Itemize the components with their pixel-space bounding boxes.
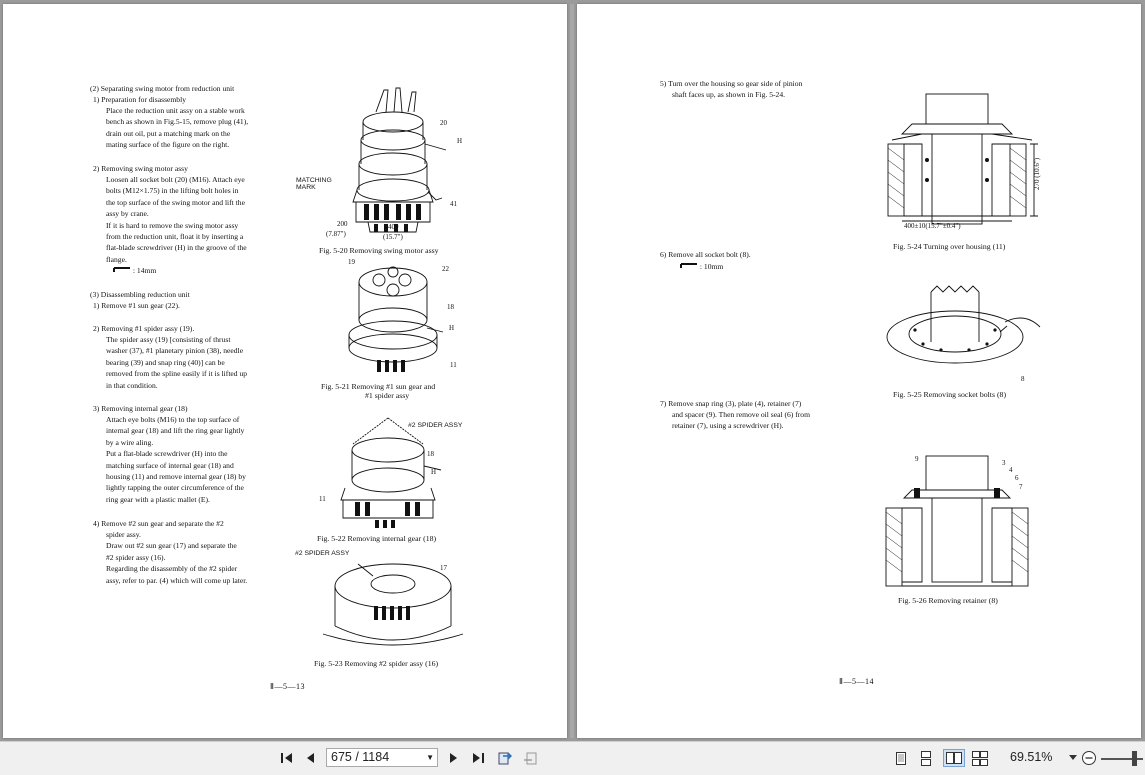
- callout-22: 22: [442, 265, 449, 273]
- step-title: 3) Removing internal gear (18): [93, 404, 188, 413]
- single-page-view-button[interactable]: [893, 750, 909, 766]
- callout-4: 4: [1009, 466, 1013, 474]
- callout-h: H: [449, 324, 455, 332]
- zoom-level[interactable]: 69.51%: [1010, 750, 1053, 764]
- facing-view-button[interactable]: [943, 749, 965, 767]
- continuous-view-button[interactable]: [918, 750, 934, 766]
- hex-wrench-icon: [680, 261, 698, 269]
- step-title: 1) Preparation for disassembly: [93, 95, 187, 104]
- step-title: 2) Removing #1 spider assy (19).: [93, 324, 195, 333]
- step-title: 1) Remove #1 sun gear (22).: [93, 301, 180, 310]
- matching-mark-label: MATCHING MARK: [296, 177, 332, 191]
- tool-size: : 14mm: [113, 265, 156, 276]
- continuous-facing-view-button[interactable]: [972, 750, 988, 766]
- page-number-input[interactable]: 675 / 1184 ▼: [326, 748, 438, 767]
- hex-wrench-icon: [113, 265, 131, 273]
- viewer-toolbar: [0, 741, 1145, 775]
- figure-caption: Fig. 5-21 Removing #1 sun gear and: [321, 382, 436, 391]
- step-title: 2) Removing swing motor assy: [93, 164, 188, 173]
- step-body: shaft faces up, as shown in Fig. 5-24.: [672, 90, 786, 99]
- dimension-270: 270 (10.6"): [1033, 157, 1041, 190]
- step-title: 4) Remove #2 sun gear and separate the #2: [93, 519, 224, 528]
- page-gap-scrollbar[interactable]: [570, 4, 574, 738]
- spider-assy-illustration: [343, 260, 453, 380]
- callout-7: 7: [1019, 483, 1023, 491]
- single-page-icon: [895, 751, 907, 766]
- continuous-facing-icon: [972, 751, 988, 766]
- callout-19: 19: [348, 258, 355, 266]
- callout-3: 3: [1002, 459, 1006, 467]
- step-title: 5) Turn over the housing so gear side of pinion: [660, 79, 803, 88]
- callout-11: 11: [319, 495, 326, 503]
- previous-view-icon: [497, 750, 513, 766]
- callout-17: 17: [440, 564, 447, 572]
- page-number: Ⅱ—5—13: [270, 682, 305, 691]
- retainer-illustration: [882, 452, 1037, 592]
- step-title: 7) Remove snap ring (3), plate (4), retainer (7): [660, 399, 802, 408]
- spider-assy-label: #2 SPIDER ASSY: [295, 550, 350, 557]
- spider-assy-label: #2 SPIDER ASSY: [408, 422, 463, 429]
- step-body: spider assy. Draw out #2 sun gear (17) and separate the #2 spider assy (16). Regarding the disassembly of the #2 spider assy, refer to par. (4) which will come up later.: [106, 530, 248, 585]
- next-page-button[interactable]: [446, 750, 462, 766]
- last-page-icon: [471, 751, 485, 765]
- internal-gear-illustration: [333, 416, 443, 534]
- dimension-400: 400±10(15.7"±0.4"): [904, 222, 961, 230]
- next-page-icon: [448, 751, 460, 765]
- step-body: and spacer (9). Then remove oil seal (6) from retainer (7), using a screwdriver (H).: [672, 410, 810, 431]
- callout-h: H: [457, 137, 463, 145]
- first-page-button[interactable]: [279, 750, 295, 766]
- zoom-out-button[interactable]: [1081, 750, 1097, 766]
- step-body: Loosen all socket bolt (20) (M16). Attach eye bolts (M12×1.75) in the lifting bolt holes in the top surface of the swing motor and lift the assy by crane. If it is hard to remove the swing motor assy from the reduction unit, float it by inserting a flat-blade screwdriver (H) in the groove of the flange.: [106, 175, 247, 264]
- section-heading: (3) Disassembling reduction unit: [90, 290, 190, 299]
- step-body: Attach eye bolts (M16) to the top surface of internal gear (18) and lift the ring gear lightly by a wire aling. Put a flat-blade screwdriver (H) into the matching surface of internal gear (18) and housing (11) and remove internal gear (18) by lightly tapping the outer circumference of the ring gear with a plastic mallet (E).: [106, 415, 246, 504]
- callout-18: 18: [427, 450, 434, 458]
- chevron-down-icon[interactable]: ▼: [426, 753, 434, 762]
- swing-motor-illustration: [328, 82, 468, 242]
- step-body: The spider assy (19) [consisting of thrust washer (37), #1 planetary pinion (38), needle bearing (39) and snap ring (40)] can be removed from the spline easily if it is lifted up in that condition.: [106, 335, 248, 390]
- socket-bolts-illustration: [885, 282, 1045, 382]
- zoom-slider-thumb[interactable]: [1132, 751, 1137, 766]
- next-view-button[interactable]: [522, 750, 538, 766]
- figure-caption: Fig. 5-23 Removing #2 spider assy (16): [314, 659, 439, 668]
- figure-caption: #1 spider assy: [365, 391, 410, 400]
- dimension-157: (15.7"): [383, 233, 403, 241]
- chevron-down-icon: [1069, 755, 1077, 761]
- first-page-icon: [280, 751, 294, 765]
- prev-page-icon: [304, 751, 316, 765]
- document-page-left: [3, 4, 567, 738]
- callout-11: 11: [450, 361, 457, 369]
- prev-page-button[interactable]: [302, 750, 318, 766]
- step-title: 6) Remove all socket bolt (8).: [660, 250, 751, 259]
- tool-size: : 10mm: [680, 261, 723, 272]
- callout-41: 41: [450, 200, 457, 208]
- facing-icon: [946, 751, 962, 765]
- callout-9: 9: [915, 455, 919, 463]
- figure-caption: Fig. 5-24 Turning over housing (11): [893, 242, 1006, 251]
- section-heading: (2) Separating swing motor from reduction unit: [90, 84, 235, 93]
- figure-caption: Fig. 5-22 Removing internal gear (18): [317, 534, 437, 543]
- housing-illustration: [882, 90, 1047, 236]
- previous-view-button[interactable]: [497, 750, 513, 766]
- dimension-400: 400: [388, 223, 399, 231]
- callout-6: 6: [1015, 474, 1019, 482]
- zoom-out-icon: [1081, 750, 1097, 766]
- callout-h: H: [431, 468, 437, 476]
- figure-caption: Fig. 5-26 Removing retainer (8): [898, 596, 998, 605]
- figure-caption: Fig. 5-20 Removing swing motor assy: [319, 246, 439, 255]
- dimension-787: (7.87"): [326, 230, 346, 238]
- continuous-icon: [920, 751, 932, 766]
- document-page-right: [577, 4, 1141, 738]
- step-body: Place the reduction unit assy on a stable work bench as shown in Fig.5-15, remove plug (41), drain out oil, put a matching mark on the mating surface of the figure on the right.: [106, 106, 249, 150]
- zoom-dropdown-button[interactable]: [1068, 750, 1078, 766]
- callout-20: 20: [440, 119, 447, 127]
- callout-8: 8: [1021, 375, 1025, 383]
- callout-18: 18: [447, 303, 454, 311]
- next-view-icon: [522, 750, 538, 766]
- figure-caption: Fig. 5-25 Removing socket bolts (8): [893, 390, 1007, 399]
- page-number: Ⅱ—5—14: [839, 677, 874, 686]
- last-page-button[interactable]: [470, 750, 486, 766]
- dimension-200: 200: [337, 220, 348, 228]
